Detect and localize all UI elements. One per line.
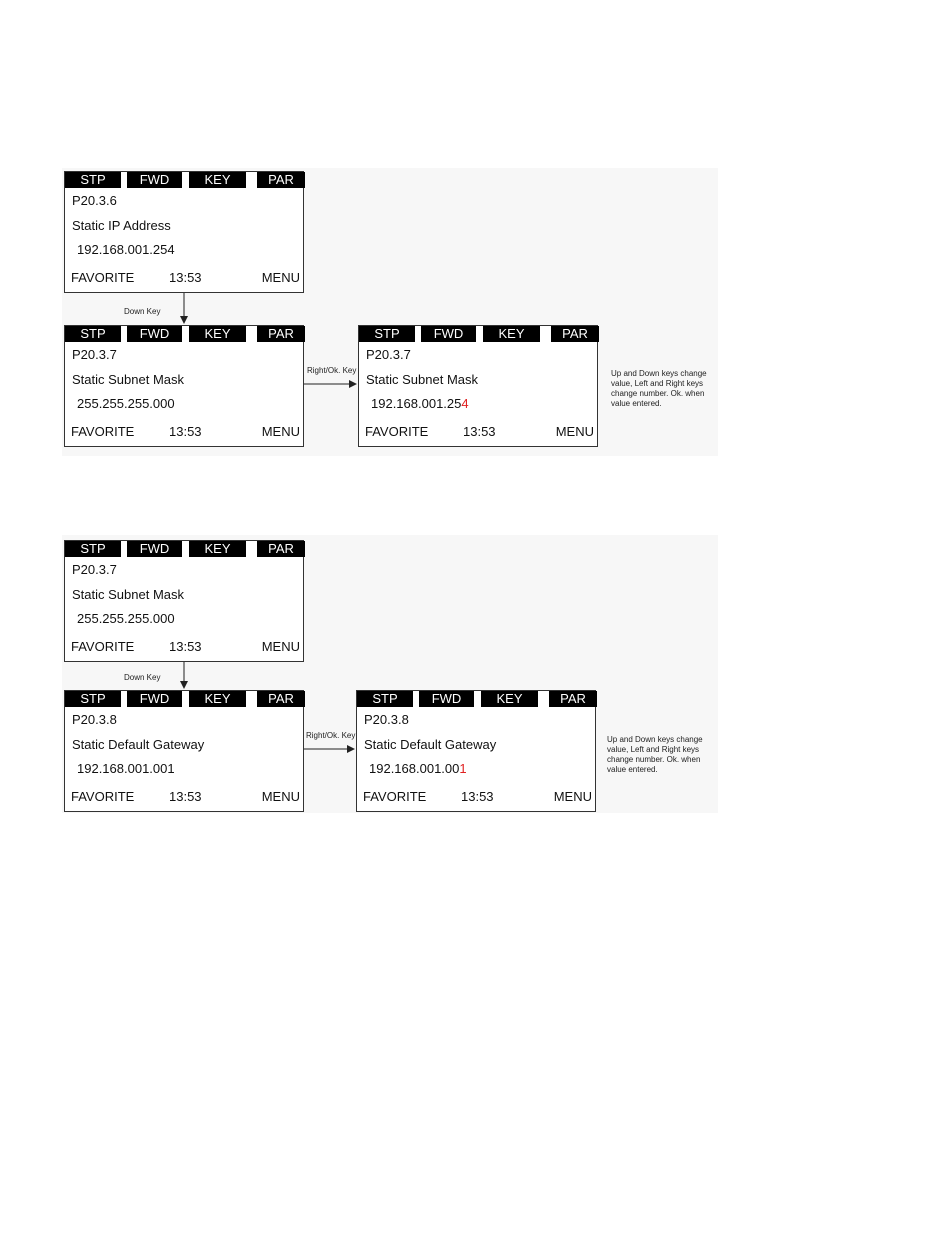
softkey-key: KEY: [483, 326, 540, 342]
parameter-name: Static Subnet Mask: [72, 372, 184, 387]
parameter-code: P20.3.7: [72, 562, 117, 577]
parameter-value: 192.168.001.001: [77, 761, 175, 776]
softkey-stp: STP: [65, 541, 121, 557]
parameter-name: Static Default Gateway: [72, 737, 205, 752]
softkey-fwd: FWD: [127, 691, 182, 707]
softkey-stp: STP: [65, 691, 121, 707]
softkey-key: KEY: [189, 326, 246, 342]
highlighted-digit: 4: [461, 396, 469, 411]
clock-time: 13:53: [169, 424, 202, 439]
menu-label: MENU: [261, 639, 300, 654]
value-prefix: 192.168.001.00: [369, 761, 460, 776]
parameter-name: Static Default Gateway: [364, 737, 497, 752]
softkey-fwd: FWD: [127, 541, 182, 557]
favorite-label: FAVORITE: [71, 639, 135, 654]
favorite-label: FAVORITE: [71, 424, 135, 439]
softkey-fwd: FWD: [127, 326, 182, 342]
softkey-fwd: FWD: [419, 691, 474, 707]
softkey-stp: STP: [65, 326, 121, 342]
favorite-label: FAVORITE: [71, 789, 135, 804]
parameter-code: P20.3.8: [72, 712, 117, 727]
down-key-label: Down Key: [124, 307, 161, 316]
instruction-note: Up and Down keys change value, Left and Right keys change number. Ok. when value entered.: [607, 735, 703, 774]
softkey-par: PAR: [257, 541, 305, 557]
clock-time: 13:53: [169, 270, 202, 285]
clock-time: 13:53: [169, 639, 202, 654]
parameter-code: P20.3.7: [72, 347, 117, 362]
highlighted-digit: 1: [459, 761, 467, 776]
parameter-code: P20.3.6: [72, 193, 117, 208]
softkey-stp: STP: [65, 172, 121, 188]
parameter-name: Static Subnet Mask: [72, 587, 184, 602]
softkey-par: PAR: [549, 691, 597, 707]
parameter-code: P20.3.8: [364, 712, 409, 727]
parameter-name: Static Subnet Mask: [366, 372, 478, 387]
clock-time: 13:53: [463, 424, 496, 439]
right-ok-key-label: Right/Ok. Key: [307, 366, 357, 375]
softkey-par: PAR: [551, 326, 599, 342]
parameter-code: P20.3.7: [366, 347, 411, 362]
softkey-fwd: FWD: [421, 326, 476, 342]
favorite-label: FAVORITE: [363, 789, 427, 804]
menu-label: MENU: [261, 270, 300, 285]
softkey-key: KEY: [189, 691, 246, 707]
softkey-key: KEY: [189, 541, 246, 557]
value-prefix: 192.168.001.25: [371, 396, 462, 411]
favorite-label: FAVORITE: [71, 270, 135, 285]
menu-label: MENU: [261, 424, 300, 439]
softkey-key: KEY: [189, 172, 246, 188]
clock-time: 13:53: [461, 789, 494, 804]
parameter-value: 255.255.255.000: [77, 611, 175, 626]
softkey-stp: STP: [359, 326, 415, 342]
softkey-par: PAR: [257, 172, 305, 188]
parameter-name: Static IP Address: [72, 218, 171, 233]
clock-time: 13:53: [169, 789, 202, 804]
softkey-fwd: FWD: [127, 172, 182, 188]
parameter-value: 255.255.255.000: [77, 396, 175, 411]
softkey-key: KEY: [481, 691, 538, 707]
softkey-par: PAR: [257, 691, 305, 707]
right-ok-key-label: Right/Ok. Key: [306, 731, 356, 740]
instruction-note: Up and Down keys change value, Left and Right keys change number. Ok. when value entered.: [611, 369, 707, 408]
menu-label: MENU: [261, 789, 300, 804]
menu-label: MENU: [553, 789, 592, 804]
menu-label: MENU: [555, 424, 594, 439]
softkey-par: PAR: [257, 326, 305, 342]
softkey-stp: STP: [357, 691, 413, 707]
favorite-label: FAVORITE: [365, 424, 429, 439]
parameter-value: 192.168.001.254: [77, 242, 175, 257]
down-key-label: Down Key: [124, 673, 161, 682]
